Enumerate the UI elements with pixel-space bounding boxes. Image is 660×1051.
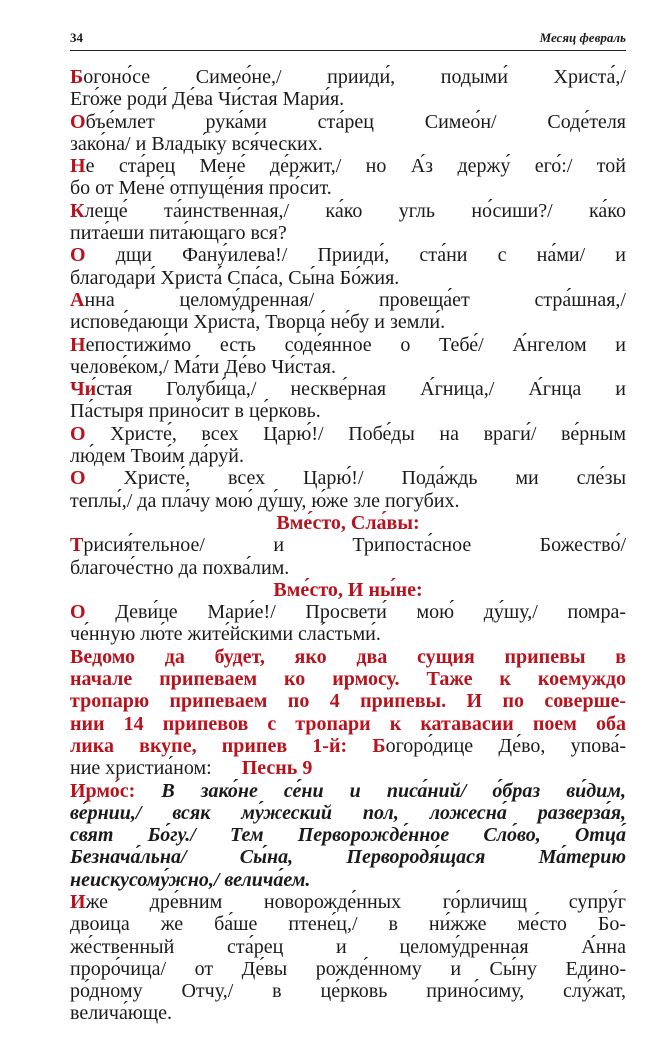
verse-text: испове́дающи Христа́, Творца́ не́бу и земли́. <box>70 311 446 334</box>
verse-text: Христе́, всех Царю́!/ Побе́ды на враги́/ ве́рным <box>85 422 626 445</box>
irmos-line <box>70 802 626 824</box>
verse-text: ́стая Голуби́ца,/ нескве́рная А́гница,/ А́гнца и <box>96 378 626 401</box>
verse-line <box>70 244 626 266</box>
verse-line <box>70 534 626 556</box>
verse-line <box>70 423 626 445</box>
verse-text: огоно́се Симео́не,/ прииди́, подыми́ Христа́,/ <box>83 66 626 88</box>
drop-cap: К <box>70 199 85 222</box>
drop-cap: И <box>70 890 86 913</box>
verse-text: двоица же ба́ше птене́ц,/ в ни́жже ме́сто Бо- <box>70 913 626 936</box>
drop-cap: О <box>70 467 86 490</box>
verse-line <box>70 133 626 155</box>
verse-text: челове́ком,/ Ма́ти Де́во Чи́стая. <box>70 355 336 378</box>
verse-text: дщи Фану́илева!/ Прииди́, ста́ни с на́ми/ и <box>85 244 626 267</box>
verse-text: проро́чица/ от Де́вы рожде́нному и Сы́ну Едино- <box>70 957 626 980</box>
refrain-cap: Б <box>372 734 386 757</box>
rubric-block <box>70 646 626 735</box>
verse-text: леще́ та́инственная,/ ка́ко угль но́сиши?/ ка́ко <box>84 199 626 222</box>
verse-text: Деви́це Мари́е!/ Просвети́ мою́ ду́шу,/ помра- <box>85 601 626 624</box>
irmos-text: неискусому́жно,/ велича́ем. <box>70 868 311 891</box>
verse-line <box>70 289 626 311</box>
irmos-line <box>70 846 626 868</box>
verse-line <box>70 891 626 913</box>
verse-line <box>70 467 626 489</box>
troparia-block <box>70 66 626 512</box>
verse-line <box>70 490 626 512</box>
verse-line <box>70 267 626 289</box>
verse-text: благодари́ Христа́ Спа́са, Сы́на Бо́жия. <box>70 266 400 289</box>
verse-text: ро́дному Отчу,/ в це́рковь прино́симу, слу́жат, <box>70 980 626 1003</box>
verse-text: Его́же роди́ Де́ва Чи́стая Мари́я. <box>70 88 345 111</box>
refrain-text: огоро́дице Де́во, упова́- <box>385 734 627 757</box>
rubric-line: начале припеваем ко ирмосу. Таже к коемуждо <box>70 668 626 691</box>
drop-cap: О <box>70 110 86 133</box>
verse-text: пита́еши пита́ющаго вся? <box>70 222 287 245</box>
verse-line <box>70 111 626 133</box>
drop-cap: О <box>70 601 86 624</box>
verse-text: благоче́стно да похва́лим. <box>70 556 290 579</box>
verse-line <box>70 958 626 980</box>
verse-line <box>70 1002 626 1024</box>
verse-text: теплы́,/ да пла́чу мою́ ду́шу, ю́же зле погубих. <box>70 489 460 512</box>
refrain-line <box>70 735 626 757</box>
verse-line <box>70 936 626 958</box>
now-verse <box>70 601 626 646</box>
page-number: 34 <box>70 30 83 45</box>
verse-line <box>70 222 626 244</box>
page-text <box>70 66 626 1025</box>
rubric-line: нии 14 припевов с тропари к катавасии поем оба <box>70 712 626 735</box>
verse-text: бо от Мене́ отпуще́ния про́сит. <box>70 177 332 200</box>
verse-text: че́нную лю́те жите́йскими сла́стьми́. <box>70 623 381 646</box>
verse-text: е ста́рец Мене́ де́ржит,/ но А́з держу́ его́:/ той <box>85 155 626 178</box>
verse-line <box>70 623 626 645</box>
irmos-label: Ирмо́с: <box>70 779 136 802</box>
verse-line <box>70 200 626 222</box>
irmos-text: свят Бо́гу./ Тем Перворожде́нное Сло́во, Отца́ <box>70 824 626 847</box>
drop-cap: О <box>70 422 86 445</box>
drop-cap: Чи <box>70 378 97 401</box>
running-title: Месяц февраль <box>539 30 626 45</box>
verse-line <box>70 155 626 177</box>
verse-line <box>70 913 626 935</box>
drop-cap: Н <box>70 155 86 178</box>
irmos-block <box>70 780 626 891</box>
rubric-last-line: лика вкупе, припев 1-й: <box>70 734 348 757</box>
verse-text: Па́стыря прино́сит в це́рковь. <box>70 400 321 423</box>
verse-text: же дре́вним новорожде́нных го́рличищ супру́г <box>85 890 626 913</box>
drop-cap: А <box>70 288 85 311</box>
irmos-text: В зако́не се́ни и писа́ний/ о́браз ви́дим, <box>135 779 626 802</box>
verse-line <box>70 177 626 199</box>
verse-text: епостижи́мо есть соде́янное о Тебе́/ А́нгелом и <box>85 333 626 356</box>
verse-line <box>70 88 626 110</box>
final-verse <box>70 891 626 1025</box>
refrain-text-2: ние христиа́ном: <box>70 757 212 780</box>
verse-text: Христе́, всех Царю́!/ Пода́ждь ми сле́зы <box>85 467 626 490</box>
verse-text: велича́юще. <box>70 1002 173 1025</box>
drop-cap: О <box>70 244 86 267</box>
verse-line <box>70 601 626 623</box>
verse-text: зако́на/ и Влады́ку вся́ческих. <box>70 132 323 155</box>
verse-line <box>70 66 626 88</box>
rubric-line: тропарю припеваем по 4 припевы. И по соверше- <box>70 690 626 713</box>
ode-label: Песнь 9 <box>241 757 313 780</box>
page-header <box>70 28 626 51</box>
verse-line <box>70 445 626 467</box>
verse-text: же́ственный ста́рец и целому́дренная А́нна <box>70 935 626 958</box>
rubric-line: Ведомо да будет, яко два сущия припевы в <box>70 645 626 668</box>
verse-line <box>70 400 626 422</box>
irmos-text: ве́рнии,/ всяк му́жеский пол, ложесна́ разверза́я, <box>70 801 626 824</box>
drop-cap: Б <box>70 66 84 88</box>
irmos-text: Безнача́льна/ Сы́на, Первородя́щася Ма́терию <box>70 846 626 869</box>
drop-cap: Т <box>70 534 84 557</box>
verse-line <box>70 557 626 579</box>
verse-text: бъе́млет рука́ми ста́рец Симео́н/ Соде́теля <box>85 110 626 133</box>
verse-text: лю́дем Твои́м да́руй. <box>70 445 244 468</box>
irmos-line <box>70 824 626 846</box>
irmos-line <box>70 869 626 891</box>
verse-line <box>70 356 626 378</box>
verse-line <box>70 378 626 400</box>
drop-cap: Н <box>70 333 86 356</box>
verse-line <box>70 334 626 356</box>
refrain-line-2 <box>70 757 626 779</box>
verse-text: нна целому́дренная/ провеща́ет стра́шная,/ <box>84 288 626 311</box>
heading-now: Вме́сто, И ны́не: <box>273 578 423 601</box>
heading-glory: Вме́сто, Сла́вы: <box>276 511 420 534</box>
glory-verse <box>70 534 626 579</box>
verse-text: рисия́тельное/ и Трипоста́сное Божество́/ <box>83 534 626 557</box>
irmos-line <box>70 780 626 802</box>
verse-line <box>70 311 626 333</box>
verse-line <box>70 980 626 1002</box>
